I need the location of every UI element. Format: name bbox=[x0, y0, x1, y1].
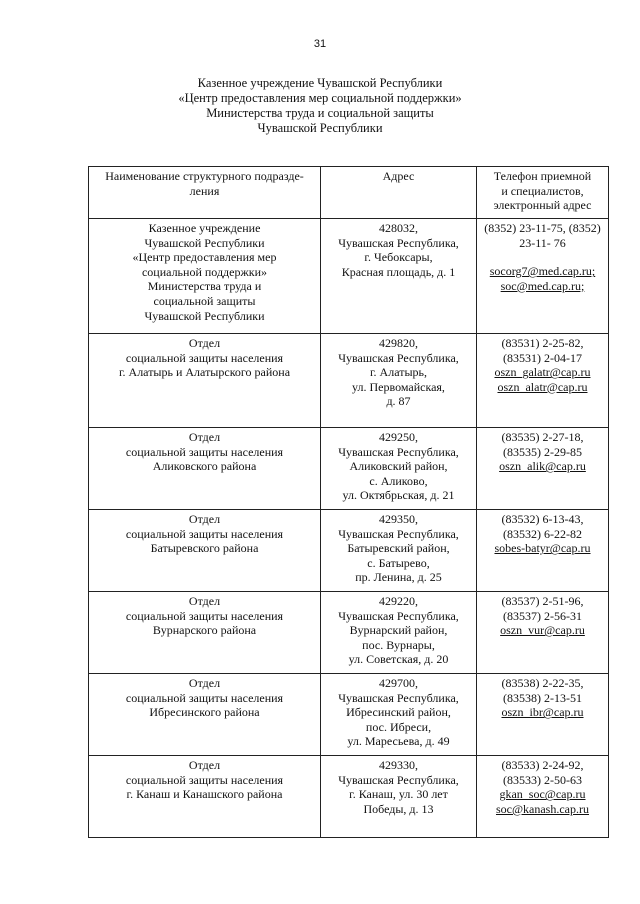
department-name-cell bbox=[89, 334, 321, 428]
address-line: Победы, д. 13 bbox=[363, 801, 434, 816]
departments-table bbox=[88, 166, 609, 838]
phone-number: (8352) 23-11-75, (8352) bbox=[484, 221, 601, 235]
address-line: 429330, bbox=[379, 758, 418, 772]
address-line: г. Канаш, ул. 30 лет bbox=[349, 787, 448, 802]
phone-number: (83532) 6-13-43, bbox=[501, 512, 584, 526]
department-name-line: Отдел bbox=[188, 336, 221, 350]
address-line: Чувашская Республика, bbox=[338, 526, 459, 541]
address-line: пос. Ибреси, bbox=[365, 719, 432, 734]
address-line: ул. Маресьева, д. 49 bbox=[347, 734, 450, 749]
address-line: Батыревский район, bbox=[347, 541, 450, 556]
department-name-line: Отдел bbox=[188, 758, 221, 772]
address-line: Чувашская Республика, bbox=[338, 350, 459, 365]
department-name-line: Вурнарского района bbox=[152, 623, 257, 638]
table-body bbox=[89, 219, 609, 838]
department-name-cell bbox=[89, 428, 321, 510]
email-link[interactable]: soc@kanash.cap.ru bbox=[495, 801, 590, 816]
address-cell bbox=[321, 510, 477, 592]
phone-number: (83538) 2-13-51 bbox=[503, 690, 582, 705]
address-line: г. Чебоксары, bbox=[364, 250, 433, 265]
department-name-line: социальной защиты населения bbox=[125, 690, 284, 705]
address-line: Чувашская Республика, bbox=[338, 235, 459, 250]
address-line: ул. Октябрьская, д. 21 bbox=[342, 488, 455, 503]
department-name-line: Аликовского района bbox=[152, 459, 257, 474]
header-line: и специалистов, bbox=[501, 183, 584, 198]
header-line: ления bbox=[189, 183, 220, 198]
table-row bbox=[89, 674, 609, 756]
address-line: ул. Советская, д. 20 bbox=[348, 652, 449, 667]
heading-line: Чувашской Республики bbox=[257, 121, 383, 135]
header-line: Адрес bbox=[382, 169, 415, 183]
department-name-line: г. Алатырь и Алатырского района bbox=[118, 365, 291, 380]
address-cell bbox=[321, 674, 477, 756]
heading-line: Казенное учреждение Чувашской Республики bbox=[197, 76, 443, 90]
phone-number: (83535) 2-27-18, bbox=[501, 430, 584, 444]
department-name-cell bbox=[89, 510, 321, 592]
phone-number: (83532) 6-22-82 bbox=[503, 526, 582, 541]
phone-number: (83531) 2-04-17 bbox=[503, 350, 582, 365]
address-cell bbox=[321, 756, 477, 838]
email-link[interactable]: oszn_alik@cap.ru bbox=[499, 459, 586, 474]
department-name-line: Отдел bbox=[188, 512, 221, 526]
table-row bbox=[89, 510, 609, 592]
phone-number: (83538) 2-22-35, bbox=[501, 676, 584, 690]
phone-number: (83535) 2-29-85 bbox=[503, 444, 582, 459]
department-name-line: социальной защиты населения bbox=[125, 350, 284, 365]
email-link[interactable]: oszn_ibr@cap.ru bbox=[501, 705, 584, 720]
spacer bbox=[480, 250, 605, 264]
address-line: 429700, bbox=[379, 676, 418, 690]
address-line: пос. Вурнары, bbox=[362, 637, 435, 652]
email-link[interactable]: sobes-batyr@cap.ru bbox=[494, 541, 591, 556]
address-cell bbox=[321, 334, 477, 428]
address-line: Аликовский район, bbox=[349, 459, 448, 474]
address-line: 429350, bbox=[379, 512, 418, 526]
phone-number: (83533) 2-24-92, bbox=[501, 758, 584, 772]
address-line: 429250, bbox=[379, 430, 418, 444]
department-name-line: г. Канаш и Канашского района bbox=[126, 787, 283, 802]
department-name-line: «Центр предоставления мер bbox=[132, 250, 277, 265]
header-line: Телефон приемной bbox=[493, 169, 592, 183]
department-name-line: Казенное учреждение bbox=[148, 221, 261, 235]
department-name-line: Батыревского района bbox=[150, 541, 259, 556]
contact-cell bbox=[477, 428, 609, 510]
department-name-line: социальной защиты населения bbox=[125, 444, 284, 459]
table-row bbox=[89, 756, 609, 838]
email-link[interactable]: soc@med.cap.ru; bbox=[500, 278, 585, 293]
header-line: Наименование структурного подразде- bbox=[105, 169, 304, 183]
email-link[interactable]: oszn_galatr@cap.ru bbox=[494, 365, 591, 380]
address-line: 429220, bbox=[379, 594, 418, 608]
address-line: Чувашская Республика, bbox=[338, 772, 459, 787]
department-name-cell bbox=[89, 674, 321, 756]
phone-number: (83537) 2-56-31 bbox=[503, 608, 582, 623]
phone-number: 23-11- 76 bbox=[519, 235, 566, 250]
address-line: ул. Первомайская, bbox=[352, 379, 445, 394]
department-name-line: Отдел bbox=[188, 594, 221, 608]
phone-number: (83537) 2-51-96, bbox=[501, 594, 584, 608]
header-address bbox=[321, 167, 477, 219]
address-line: Чувашская Республика, bbox=[338, 608, 459, 623]
heading-line: «Центр предоставления мер социальной поддержки» bbox=[178, 91, 462, 105]
department-name-line: Министерства труда и bbox=[147, 279, 262, 294]
address-line: Чувашская Республика, bbox=[338, 444, 459, 459]
email-link[interactable]: gkan_soc@cap.ru bbox=[499, 787, 586, 802]
address-line: с. Аликово, bbox=[369, 473, 428, 488]
address-line: г. Алатырь, bbox=[369, 365, 428, 380]
contact-cell bbox=[477, 510, 609, 592]
department-name-cell bbox=[89, 756, 321, 838]
email-link[interactable]: socorg7@med.cap.ru; bbox=[489, 264, 596, 279]
address-line: пр. Ленина, д. 25 bbox=[355, 570, 442, 585]
address-cell bbox=[321, 219, 477, 334]
page-number: 31 bbox=[313, 38, 327, 50]
phone-number: (83531) 2-25-82, bbox=[501, 336, 584, 350]
email-link[interactable]: oszn_vur@cap.ru bbox=[500, 623, 585, 638]
table-row bbox=[89, 428, 609, 510]
department-name-line: Чувашской Республики bbox=[144, 235, 265, 250]
contact-cell bbox=[477, 334, 609, 428]
address-line: Красная площадь, д. 1 bbox=[341, 264, 456, 279]
table-header-row bbox=[89, 167, 609, 219]
phone-number: (83533) 2-50-63 bbox=[503, 772, 582, 787]
document-heading bbox=[0, 76, 640, 136]
department-name-cell bbox=[89, 219, 321, 334]
address-line: Вурнарский район, bbox=[349, 623, 448, 638]
address-cell bbox=[321, 428, 477, 510]
department-name-line: социальной защиты населения bbox=[125, 608, 284, 623]
header-phone bbox=[477, 167, 609, 219]
department-name-line: социальной защиты bbox=[153, 293, 256, 308]
table-row bbox=[89, 219, 609, 334]
address-line: с. Батырево, bbox=[367, 555, 430, 570]
header-line: электронный адрес bbox=[493, 198, 592, 213]
department-name-line: Отдел bbox=[188, 430, 221, 444]
department-name-line: Отдел bbox=[188, 676, 221, 690]
address-line: д. 87 bbox=[386, 394, 411, 409]
table-row bbox=[89, 592, 609, 674]
address-cell bbox=[321, 592, 477, 674]
department-name-cell bbox=[89, 592, 321, 674]
department-name-line: социальной поддержки» bbox=[141, 264, 268, 279]
header-name bbox=[89, 167, 321, 219]
contact-cell bbox=[477, 592, 609, 674]
address-line: 428032, bbox=[379, 221, 418, 235]
email-link[interactable]: oszn_alatr@cap.ru bbox=[497, 379, 588, 394]
address-line: Чувашская Республика, bbox=[338, 690, 459, 705]
contact-cell bbox=[477, 674, 609, 756]
department-name-line: Ибресинского района bbox=[149, 705, 260, 720]
address-line: 429820, bbox=[379, 336, 418, 350]
contact-cell bbox=[477, 219, 609, 334]
table-row bbox=[89, 334, 609, 428]
department-name-line: социальной защиты населения bbox=[125, 526, 284, 541]
address-line: Ибресинский район, bbox=[346, 705, 451, 720]
department-name-line: социальной защиты населения bbox=[125, 772, 284, 787]
department-name-line: Чувашской Республики bbox=[144, 308, 265, 323]
heading-line: Министерства труда и социальной защиты bbox=[206, 106, 434, 120]
contact-cell bbox=[477, 756, 609, 838]
